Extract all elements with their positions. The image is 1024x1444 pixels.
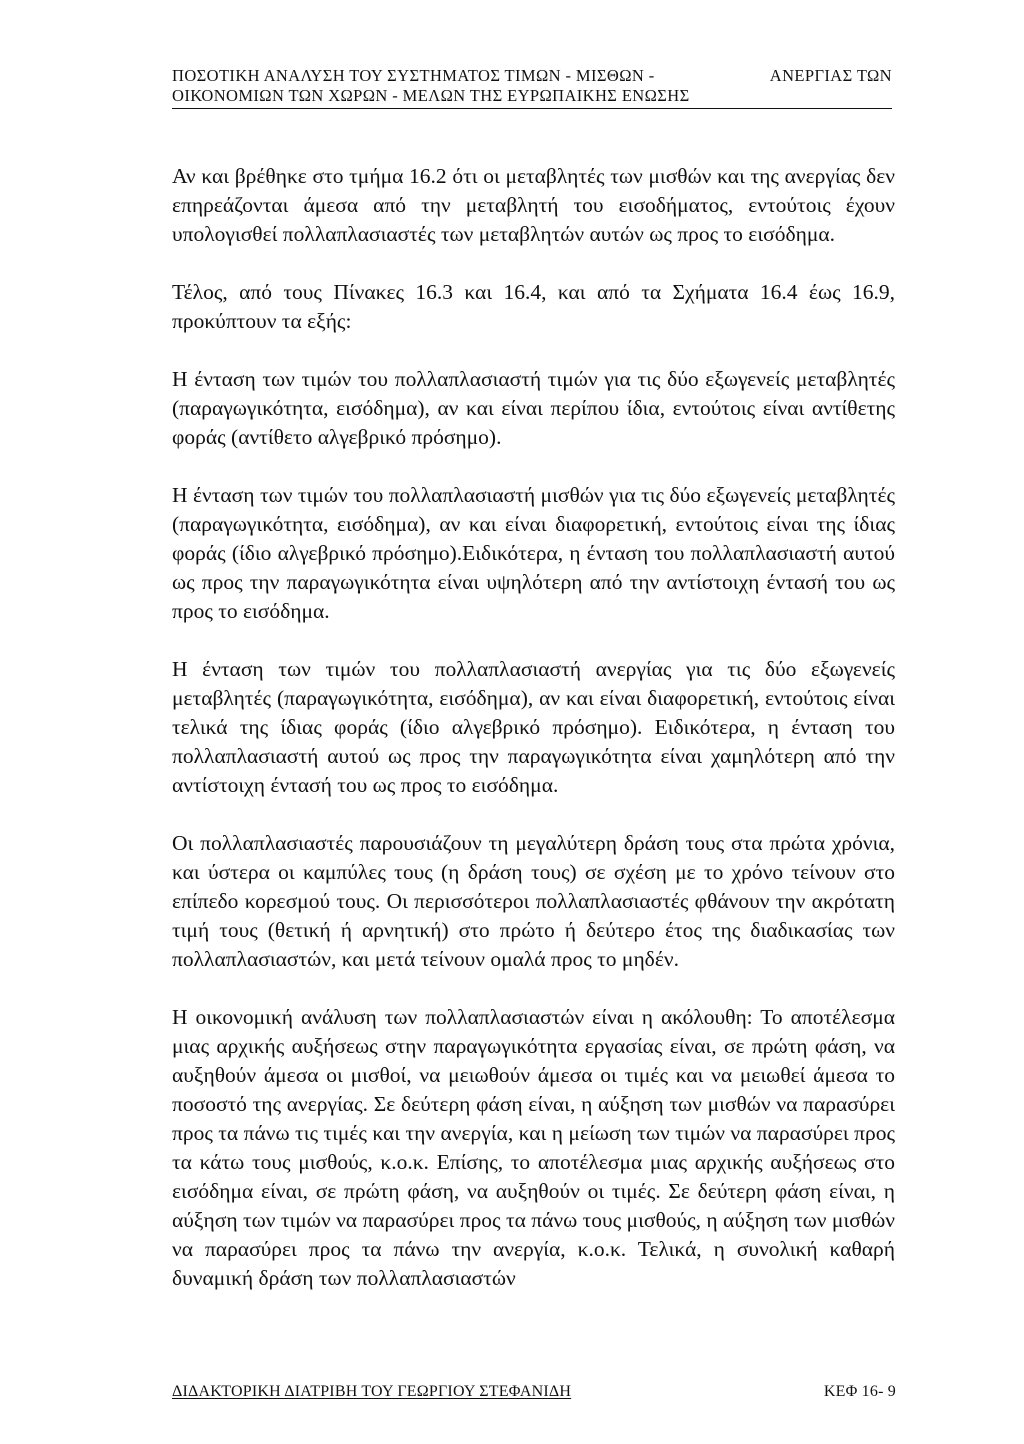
running-header-line-2: ΟΙΚΟΝΟΜΙΩΝ ΤΩΝ ΧΩΡΩΝ - ΜΕΛΩΝ ΤΗΣ ΕΥΡΩΠΑΙΚΗΣ ΕΝΩΣΗΣ xyxy=(172,86,892,109)
running-header-title-left: ΠΟΣΟΤΙΚΗ ΑΝΑΛΥΣΗ ΤΟΥ ΣΥΣΤΗΜΑΤΟΣ ΤΙΜΩΝ - ΜΙΣΘΩΝ - xyxy=(172,66,655,85)
paragraph-1: Αν και βρέθηκε στο τμήμα 16.2 ότι οι μεταβλητές των μισθών και της ανεργίας δεν επηρεάζονται άμεσα από την μεταβλητή του εισοδήματος, εντούτοις έχουν υπολογισθεί πολλαπλασιαστές των μεταβλητών αυτών ως προς το εισόδημα. xyxy=(172,164,895,246)
running-header-title-right: ΑΝΕΡΓΙΑΣ ΤΩΝ xyxy=(769,66,892,85)
paragraph-2: Τέλος, από τους Πίνακες 16.3 και 16.4, και από τα Σχήματα 16.4 έως 16.9, προκύπτουν τα εξής: xyxy=(172,280,895,333)
page-body xyxy=(172,162,895,1322)
footer-thesis-title: ΔΙΔΑΚΤΟΡΙΚΗ ΔΙΑΤΡΙΒΗ ΤΟΥ ΓΕΩΡΓΙΟΥ ΣΤΕΦΑΝΙΔΗ xyxy=(172,1383,572,1400)
paragraph-5: Η ένταση των τιμών του πολλαπλασιαστή ανεργίας για τις δύο εξωγενείς μεταβλητές (παραγωγικότητα, εισόδημα), αν και είναι διαφορετική, εντούτοις είναι τελικά της ίδιας φοράς (ίδιο αλγεβρικό πρόσημο). Ειδικότερα, η ένταση του πολλαπλασιαστή αυτού ως προς την παραγωγικότητα είναι χαμηλότερη από την αντίστοιχη έντασή του ως προς το εισόδημα. xyxy=(172,657,895,797)
running-header-line-1 xyxy=(172,66,892,86)
paragraph-7: Η οικονομική ανάλυση των πολλαπλασιαστών είναι η ακόλουθη: Το αποτέλεσμα μιας αρχικής αυξήσεως στην παραγωγικότητα εργασίας είναι, σε πρώτη φάση, να αυξηθούν άμεσα οι μισθοί, να μειωθούν άμεσα οι τιμές και να μειωθεί άμεσα το ποσοστό της ανεργίας. Σε δεύτερη φάση είναι, η αύξηση των μισθών να παρασύρει προς τα πάνω τις τιμές και την ανεργία, και η μείωση των τιμών να παρασύρει προς τα κάτω τους μισθούς, κ.ο.κ. Επίσης, το αποτέλεσμα μιας αρχικής αυξήσεως στο εισόδημα είναι, σε πρώτη φάση, να αυξηθούν οι τιμές. Σε δεύτερη φάση είναι, η αύξηση των τιμών να παρασύρει προς τα πάνω τους μισθούς, η αύξηση των μισθών να παρασύρει προς τα πάνω την ανεργία, κ.ο.κ. Τελικά, η συνολική καθαρή δυναμική δράση των πολλαπλασιαστών xyxy=(172,1005,895,1290)
running-footer xyxy=(172,1383,896,1401)
paragraph-3: Η ένταση των τιμών του πολλαπλασιαστή τιμών για τις δύο εξωγενείς μεταβλητές (παραγωγικότητα, εισόδημα), αν και είναι περίπου ίδια, εντούτοις είναι αντίθετης φοράς (αντίθετο αλγεβρικό πρόσημο). xyxy=(172,367,895,449)
page-number: ΚΕΦ 16- 9 xyxy=(823,1383,896,1400)
paragraph-4: Η ένταση των τιμών του πολλαπλασιαστή μισθών για τις δύο εξωγενείς μεταβλητές (παραγωγικότητα, εισόδημα), αν και είναι διαφορετική, εντούτοις είναι της ίδιας φοράς (ίδιο αλγεβρικό πρόσημο).Ειδικότερα, η ένταση του πολλαπλασιαστή αυτού ως προς την παραγωγικότητα είναι υψηλότερη από την αντίστοιχη έντασή του ως προς το εισόδημα. xyxy=(172,483,895,623)
running-header xyxy=(172,66,892,109)
paragraph-6: Οι πολλαπλασιαστές παρουσιάζουν τη μεγαλύτερη δράση τους στα πρώτα χρόνια, και ύστερα οι καμπύλες τους (η δράση τους) σε σχέση με το χρόνο τείνουν στο επίπεδο κορεσμού τους. Οι περισσότεροι πολλαπλασιαστές φθάνουν την ακρότατη τιμή τους (θετική ή αρνητική) στο πρώτο ή δεύτερο έτος της διαδικασίας των πολλαπλασιαστών, και μετά τείνουν ομαλά προς το μηδέν. xyxy=(172,831,895,971)
